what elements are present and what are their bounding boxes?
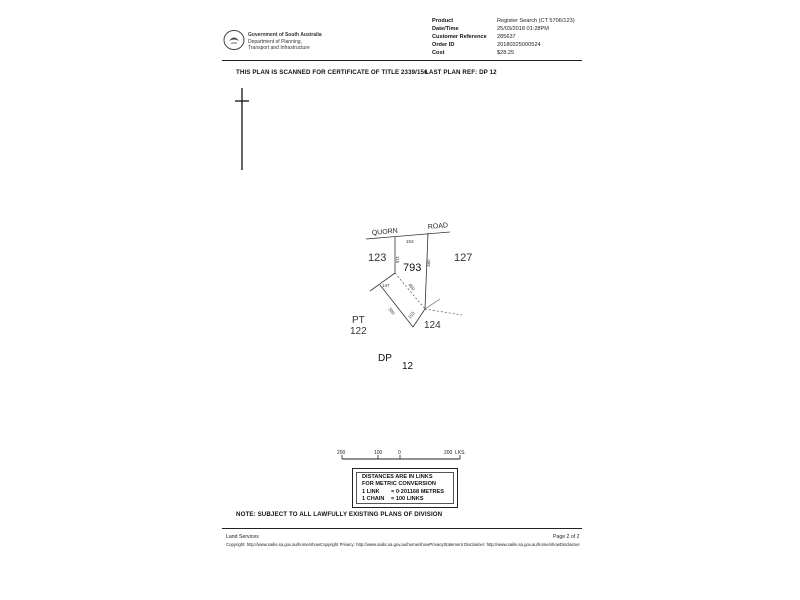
north-arrow-icon bbox=[232, 88, 252, 170]
order-id-label: Order ID bbox=[432, 42, 455, 48]
dimension-top: 153 bbox=[406, 239, 414, 244]
footer-links[interactable]: Copyright: http://www.sailis.sa.gov.au/home/showCopyright Privacy: http://www.sailis.sa.gov.au/home/showPrivacyStatement Disclaimer: http://www.sailis.sa.gov.au/home/showDisclaimer bbox=[226, 542, 580, 547]
government-name: Government of South Australia bbox=[248, 32, 322, 38]
part-lot-label: PT bbox=[352, 315, 365, 326]
road-name-quorn: QUORN bbox=[371, 227, 399, 237]
road-name-road: ROAD bbox=[427, 222, 449, 231]
scale-unit: LKS. bbox=[455, 450, 466, 456]
last-plan-reference: LAST PLAN REF: DP 12 bbox=[425, 69, 497, 76]
department-line-1: Department of Planning, bbox=[248, 39, 302, 45]
dimension-diagonal: 450 bbox=[407, 282, 416, 292]
scale-tick-200-left: 200 bbox=[337, 450, 346, 456]
scale-bar bbox=[336, 445, 476, 465]
scale-tick-100: 100 bbox=[374, 450, 383, 456]
lot-number-124: 124 bbox=[424, 320, 441, 331]
conversion-chain-value: = 100 LINKS bbox=[391, 496, 424, 502]
scale-tick-0: 0 bbox=[398, 450, 401, 456]
scan-notice: THIS PLAN IS SCANNED FOR CERTIFICATE OF TITLE 2339/156 bbox=[236, 69, 428, 76]
government-crest-logo bbox=[222, 29, 246, 51]
header-divider bbox=[222, 60, 582, 61]
lot-number-793: 793 bbox=[403, 262, 422, 274]
footer-divider bbox=[222, 528, 582, 529]
dimension-left-tick: 147 bbox=[382, 283, 390, 288]
department-line-2: Transport and Infrastructure bbox=[248, 45, 310, 51]
product-value: Register Search (CT 5706/123) bbox=[497, 18, 575, 24]
boundary-extension-dashed bbox=[425, 309, 462, 315]
conversion-chain-label: 1 CHAIN bbox=[362, 496, 385, 502]
conversion-line-2: FOR METRIC CONVERSION bbox=[362, 481, 436, 487]
datetime-value: 25/03/2018 01:28PM bbox=[497, 26, 549, 32]
plan-note: NOTE: SUBJECT TO ALL LAWFULLY EXISTING PLANS OF DIVISION bbox=[236, 511, 443, 518]
boundary-right bbox=[425, 233, 428, 309]
boundary-left-lower bbox=[380, 285, 413, 327]
boundary-tick bbox=[425, 299, 440, 309]
datetime-label: Date/Time bbox=[432, 26, 459, 32]
conversion-line-1: DISTANCES ARE IN LINKS bbox=[362, 474, 433, 480]
product-label: Product bbox=[432, 18, 454, 24]
survey-plan-drawing bbox=[330, 215, 480, 375]
order-id-value: 20180325000524 bbox=[497, 42, 541, 48]
lot-number-123: 123 bbox=[368, 252, 387, 264]
dimension-left-upper: 115 bbox=[395, 256, 400, 264]
lot-number-122: 122 bbox=[350, 326, 367, 337]
cost-value: $28.25 bbox=[497, 50, 515, 56]
cost-label: Cost bbox=[432, 50, 445, 56]
deposited-plan-label: DP bbox=[378, 353, 392, 364]
boundary-diagonal-dashed bbox=[395, 273, 425, 309]
scale-tick-200-right: 200 bbox=[444, 450, 453, 456]
customer-reference-value: 285637 bbox=[497, 34, 516, 40]
dimension-left-lower: 300 bbox=[387, 306, 396, 316]
deposited-plan-number: 12 bbox=[402, 361, 414, 372]
footer-organisation: Land Services bbox=[226, 534, 259, 540]
dimension-right: 380 bbox=[426, 259, 432, 268]
metric-conversion-box bbox=[352, 468, 458, 508]
dimension-bottom: 153 bbox=[406, 310, 416, 320]
conversion-link-label: 1 LINK bbox=[362, 489, 380, 495]
lot-number-127: 127 bbox=[454, 252, 473, 264]
customer-reference-label: Customer Reference bbox=[432, 34, 487, 40]
conversion-link-value: = 0·201168 METRES bbox=[391, 489, 445, 495]
footer-page-number: Page 2 of 2 bbox=[553, 534, 580, 540]
